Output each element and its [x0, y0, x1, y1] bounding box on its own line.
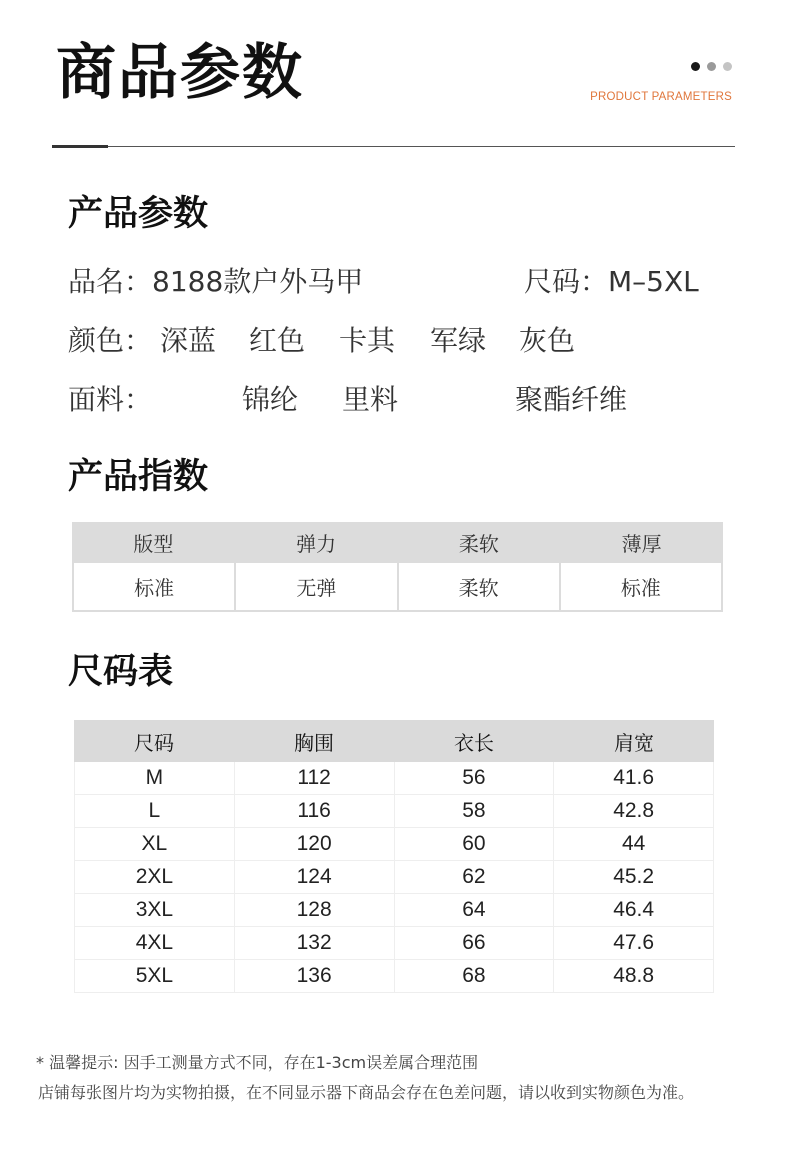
size-label: 尺码：	[524, 265, 609, 298]
color-value: 红色	[249, 324, 306, 357]
color-disclaimer: 店铺每张图片均为实物拍摄，在不同显示器下商品会存在色差问题，请以收到实物颜色为准。	[38, 1083, 695, 1102]
measurement-tip: * 温馨提示: 因手工测量方式不同，存在1-3cm误差属合理范围	[36, 1053, 479, 1072]
fabric-label: 面料：	[68, 383, 153, 416]
index-value-cell: 柔软	[399, 563, 559, 610]
shoulder-cell: 48.8	[613, 964, 655, 987]
index-table-header	[72, 522, 723, 563]
size-header-cell: 衣长	[454, 730, 494, 755]
size-table	[74, 720, 714, 993]
chest-cell: 128	[235, 894, 395, 926]
length-cell: 64	[395, 894, 555, 926]
index-table-row	[72, 563, 723, 612]
size-cell: L	[75, 795, 235, 827]
name-value: 8188款户外马甲	[152, 265, 364, 298]
index-header-cell: 版型	[133, 532, 174, 556]
index-header-cell: 薄厚	[621, 532, 662, 556]
color-value: 卡其	[339, 324, 396, 357]
shoulder-cell: 46.4	[613, 898, 655, 921]
color-value: 军绿	[430, 324, 487, 357]
shoulder-cell: 47.6	[613, 931, 655, 954]
index-heading: 产品指数	[68, 457, 209, 497]
fabric-outer: 锦纶	[242, 383, 299, 416]
index-table	[72, 522, 723, 612]
size-chart-heading: 尺码表	[68, 652, 174, 692]
table-row	[75, 927, 713, 960]
table-row	[75, 828, 713, 861]
chest-cell: 132	[235, 927, 395, 959]
size-table-header	[74, 720, 714, 762]
size-cell: XL	[75, 828, 235, 860]
chest-cell: 116	[235, 795, 395, 827]
fabric-lining: 聚酯纤维	[515, 383, 628, 416]
header-divider-accent	[52, 145, 108, 148]
size-header-cell: 尺码	[134, 730, 174, 755]
size-header-cell: 胸围	[294, 730, 334, 755]
shoulder-cell: 44	[621, 832, 646, 855]
size-row	[524, 264, 699, 300]
name-label: 品名：	[68, 265, 153, 298]
shoulder-cell: 45.2	[613, 865, 655, 888]
table-row	[75, 894, 713, 927]
length-cell: 66	[395, 927, 555, 959]
shoulder-cell: 41.6	[613, 766, 655, 789]
header-divider	[52, 146, 735, 147]
index-value-cell: 标准	[74, 563, 234, 610]
size-value: M–5XL	[608, 265, 699, 298]
length-cell: 68	[395, 960, 555, 992]
index-header-cell: 弹力	[296, 532, 337, 556]
length-cell: 56	[395, 762, 555, 794]
dot-icon	[707, 62, 716, 71]
color-label: 颜色：	[68, 324, 153, 357]
subtitle-en: PRODUCT PARAMETERS	[590, 91, 732, 103]
chest-cell: 136	[235, 960, 395, 992]
pagination-dots	[691, 62, 732, 71]
size-cell: 5XL	[75, 960, 235, 992]
table-row	[75, 960, 713, 993]
color-value: 灰色	[519, 324, 576, 357]
index-header-cell: 柔软	[458, 532, 499, 556]
size-header-cell: 肩宽	[614, 730, 654, 755]
table-row	[75, 795, 713, 828]
dot-active-icon	[691, 62, 700, 71]
size-cell: 4XL	[75, 927, 235, 959]
size-cell: M	[75, 762, 235, 794]
size-cell: 2XL	[75, 861, 235, 893]
fabric-lining-label: 里料	[342, 383, 399, 416]
length-cell: 60	[395, 828, 555, 860]
size-table-body	[74, 762, 714, 993]
chest-cell: 124	[235, 861, 395, 893]
page-title: 商品参数	[56, 38, 304, 108]
color-value: 深蓝	[160, 324, 217, 357]
params-heading: 产品参数	[68, 194, 209, 234]
table-row	[75, 762, 713, 795]
table-row	[75, 861, 713, 894]
index-value-cell: 标准	[561, 563, 721, 610]
chest-cell: 120	[235, 828, 395, 860]
length-cell: 58	[395, 795, 555, 827]
shoulder-cell: 42.8	[613, 799, 655, 822]
chest-cell: 112	[235, 762, 395, 794]
size-cell: 3XL	[75, 894, 235, 926]
dot-icon	[723, 62, 732, 71]
length-cell: 62	[395, 861, 555, 893]
index-value-cell: 无弹	[236, 563, 396, 610]
name-row	[68, 264, 363, 300]
